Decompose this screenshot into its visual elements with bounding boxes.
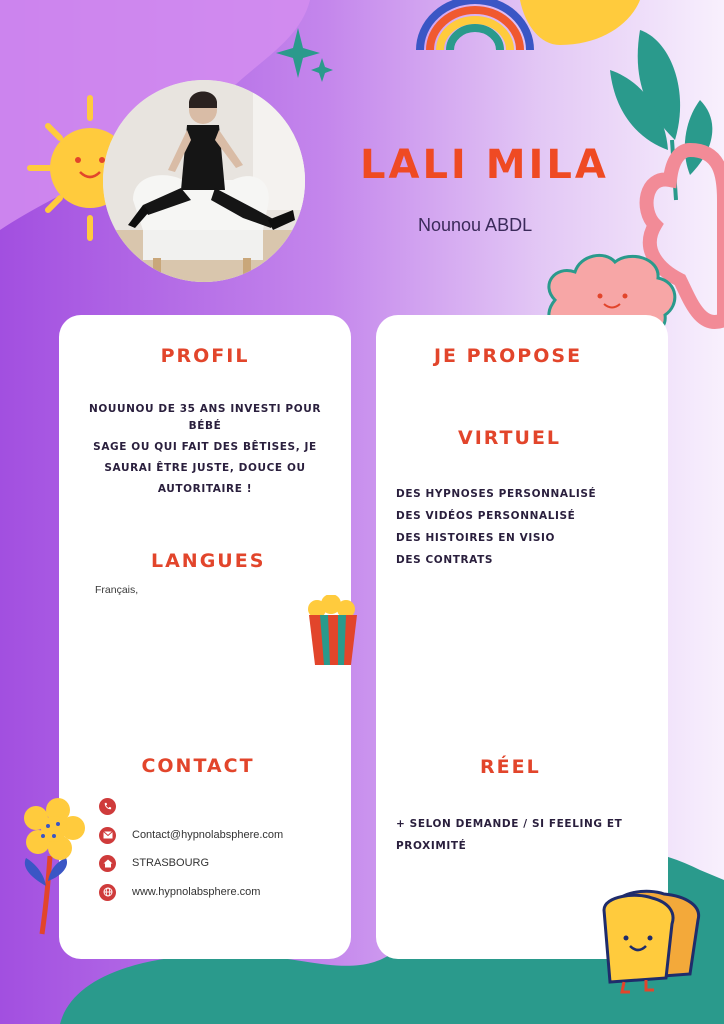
real-line: PROXIMITÉ bbox=[396, 840, 467, 852]
profile-photo bbox=[103, 80, 305, 282]
contact-website-text: www.hypnolabsphere.com bbox=[132, 886, 261, 898]
phone-icon bbox=[99, 798, 116, 815]
virtual-heading: VIRTUEL bbox=[458, 427, 562, 449]
languages-heading: LANGUES bbox=[151, 550, 266, 572]
virtual-item: DES VIDÉOS PERSONNALISÉ bbox=[396, 510, 576, 522]
contact-email-row[interactable] bbox=[99, 826, 283, 844]
virtual-item: DES HISTOIRES EN VISIO bbox=[396, 532, 556, 544]
contact-heading: CONTACT bbox=[141, 755, 255, 777]
profile-heading: PROFIL bbox=[160, 345, 250, 367]
profile-line: BÉBÉ bbox=[188, 420, 222, 432]
popcorn-decoration bbox=[305, 595, 361, 667]
profile-line: SAURAI ÊTRE JUSTE, DOUCE OU bbox=[104, 462, 306, 474]
right-card bbox=[376, 315, 668, 959]
virtual-list bbox=[396, 483, 656, 571]
globe-icon bbox=[99, 884, 116, 901]
profile-line: SAGE OU QUI FAIT DES BÊTISES, JE bbox=[93, 441, 317, 453]
home-icon bbox=[99, 855, 116, 872]
virtual-item: DES CONTRATS bbox=[396, 554, 494, 566]
contact-address-text: STRASBOURG bbox=[132, 857, 210, 869]
profile-text bbox=[83, 399, 327, 500]
virtual-item: DES HYPNOSES PERSONNALISÉ bbox=[396, 488, 597, 500]
contact-website-row[interactable] bbox=[99, 883, 260, 901]
person-name: LALI MILA bbox=[360, 142, 609, 188]
top-right-blob bbox=[520, 0, 640, 45]
mail-icon bbox=[99, 827, 116, 844]
contact-phone-row[interactable] bbox=[99, 797, 132, 815]
real-text bbox=[396, 813, 656, 857]
person-subtitle: Nounou ABDL bbox=[418, 215, 533, 235]
contact-address-row bbox=[99, 854, 209, 872]
profile-line: AUTORITAIRE ! bbox=[157, 483, 253, 495]
contact-email-text: Contact@hypnolabsphere.com bbox=[132, 829, 284, 841]
rainbow-decoration bbox=[420, 0, 530, 50]
profile-line: NOUUNOU DE 35 ANS INVESTI POUR bbox=[88, 403, 322, 415]
languages-text: Français, bbox=[95, 584, 139, 596]
flower-decoration bbox=[18, 796, 90, 936]
profile-photo-illustration bbox=[103, 80, 305, 282]
real-heading: RÉEL bbox=[480, 756, 541, 778]
offer-heading: JE PROPOSE bbox=[433, 345, 583, 367]
toast-decoration bbox=[596, 888, 708, 996]
real-line: + SELON DEMANDE / SI FEELING ET bbox=[396, 818, 623, 830]
